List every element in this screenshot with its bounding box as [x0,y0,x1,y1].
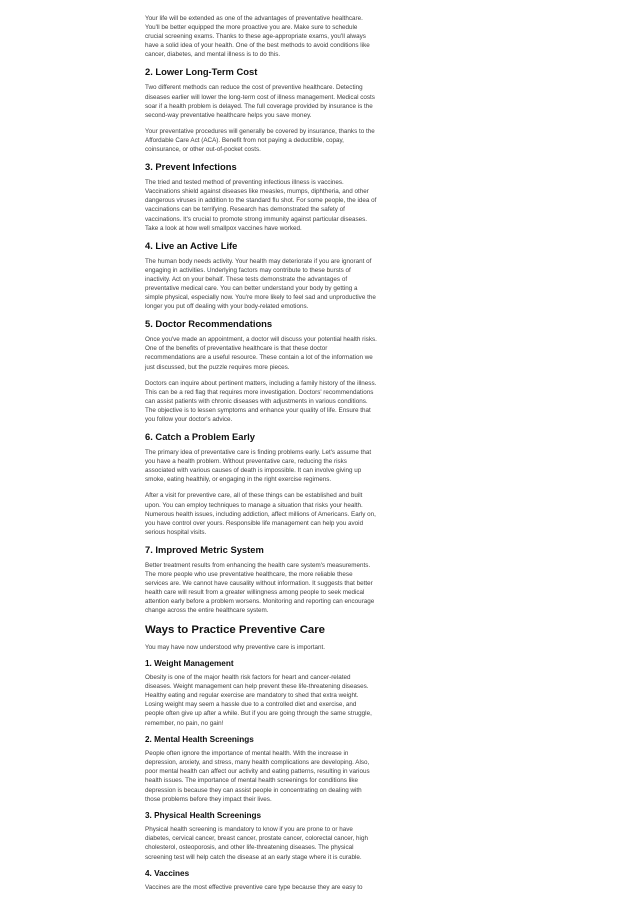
section-heading-doctor-recommendations: 5. Doctor Recommendations [145,318,273,330]
section-heading-prevent-infections: 3. Prevent Infections [145,161,237,173]
section-heading-metric-system: 7. Improved Metric System [145,543,264,555]
ways-item-heading-mental-health: 2. Mental Health Screenings [145,734,254,744]
ways-item-text: Obesity is one of the major health risk factors for heart and cancer-related diseases. Weight management can help prevent these life-threatening diseases. Healthy eating and regular exercise are mandatory to shed that extra weight. Losing weight may seem a hassle due to a controlled diet and exercise, and people often give up after a while. But if you are going through the same struggle, remember, no pain, no gain! [145,674,372,727]
ways-item-text: Physical health screening is mandatory to know if you are prone to or have diabetes, cervical cancer, breast cancer, prostate cancer, colorectal cancer, high cholesterol, osteoporosis, and other life-threatening diseases. The physical screening test will help catch the disease at an early stage where it is curable. [145,826,368,861]
section-paragraph: Better treatment results from enhancing the health care system's measurements. The more people who use preventative healthcare, the more reliable these services are. We cannot have causality without information. It suggests that better health care will result from a greater willingness among people to seek medical attention early before a problem worsens. Monitoring and reporting can encourage change across the entire healthcare system. [145,561,375,615]
section-paragraph: Once you've made an appointment, a doctor will discuss your potential health risks. One of the benefits of preventative healthcare is that these doctor recommendations are a useful resource. These contain a lot of the information we just discussed, but the puzzle requires more pieces. [145,336,377,371]
section-paragraph: Two different methods can reduce the cost of preventive healthcare. Detecting diseases earlier will lower the long-term cost of illness management. Medical costs soar if a health problem is delayed. The full coverage provided by insurance is the second-way preventative healthcare helps you save money. [145,84,375,119]
article-body [145,14,377,899]
ways-heading: Ways to Practice Preventive Care [145,623,326,636]
section-paragraph: The primary idea of preventative care is finding problems early. Let's assume that you have a health problem. Without preventative care, reducing the risks associated with various causes of death is impossible. It can involve giving up smoke, eating healthily, or engaging in the right exercise regimens. [145,449,372,484]
section-heading-active-life: 4. Live an Active Life [145,239,238,251]
section-paragraph: Doctors can inquire about pertinent matters, including a family history of the illness. This can be a red flag that requires more investigation. Doctors' recommendations can assist patients with chronic diseases with adjustments in various conditions. The objective is to lessen symptoms and enhance your quality of life. Ensure that you follow your doctor's advice. [145,379,377,423]
ways-intro: You may have now understood why preventive care is important. [145,643,326,651]
section-paragraph: After a visit for preventive care, all of these things can be established and built upon. You can employ techniques to manage a situation that risks your health. Numerous health issues, including addiction, affect millions of Americans. Early on, you have control over yours. Responsible life management can help you avoid serious hospital visits. [145,492,376,536]
section-paragraph: The human body needs activity. Your health may deteriorate if you are ignorant of engaging in activities. Underlying factors may contribute to these bursts of inactivity. Act on your behalf. These tests demonstrate the advantages of preventative medical care. You can better understand your body by getting a simple physical, especially now. You're more likely to feel sad and unproductive the longer you put off dealing with your body-related emotions. [145,257,376,311]
ways-item-text: Vaccines are the most effective preventive care type because they are easy to [145,884,363,892]
ways-item-heading-vaccines: 4. Vaccines [145,868,190,878]
ways-item-heading-physical-health: 3. Physical Health Screenings [145,810,262,820]
ways-item-heading-weight: 1. Weight Management [145,658,234,668]
section-heading-catch-early: 6. Catch a Problem Early [145,431,255,443]
section-paragraph: Your preventative procedures will generally be covered by insurance, thanks to the Affordable Care Act (ACA). Benefit from not paying a deductible, copay, coinsurance, or other out-of-pocket costs. [145,127,375,154]
intro-paragraph: Your life will be extended as one of the advantages of preventative healthcare. You'll be better equipped the more proactive you are. Make sure to schedule crucial screening exams. Thanks to these age-appropriate exams, you'll always have a solid idea of your health. One of the best methods to avoid conditions like cancer, diabetes, and mental illness is to do this. [145,15,370,59]
section-paragraph: The tried and tested method of preventing infectious illness is vaccines. Vaccinations shield against diseases like measles, mumps, diphtheria, and other dangerous viruses in addition to the standard flu shot. For some people, the idea of vaccinations can be terrifying. Research has demonstrated the safety of vaccinations. It's crucial to promote strong immunity against particular diseases. Take a look at how well smallpox vaccines have worked. [145,179,377,232]
ways-item-text: People often ignore the importance of mental health. With the increase in depression, anxiety, and stress, many health complications are developing. Also, poor mental health can affect our activity and eating patterns, resulting in various health issues. The importance of mental health screenings for conditions like depression is because they can assist people in concentrating on dealing with those problems before they impact their lives. [145,750,370,803]
section-heading-lower-cost: 2. Lower Long-Term Cost [145,66,258,78]
